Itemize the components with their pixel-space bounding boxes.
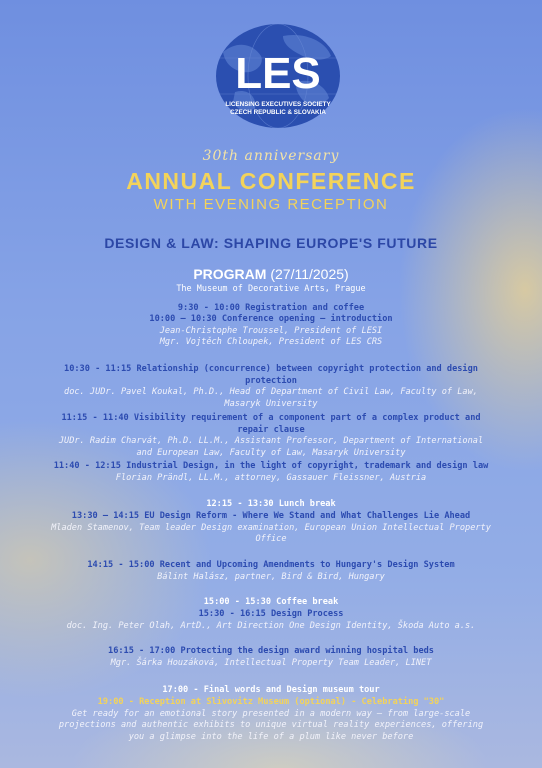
logo-acronym: LES bbox=[235, 49, 321, 98]
agenda-item-opening bbox=[50, 314, 492, 349]
conference-theme: DESIGN & LAW: SHAPING EUROPE'S FUTURE bbox=[104, 235, 438, 251]
agenda-speaker: Mgr. Šárka Houzáková, Intellectual Property Team Leader, LINET bbox=[110, 657, 432, 668]
agenda-speaker: Florian Prändl, LL.M., attorney, Gassauer Fleissner, Austria bbox=[115, 472, 427, 483]
agenda-title: 10:00 – 10:30 Conference opening – introduction bbox=[149, 314, 393, 324]
agenda-break: 12:15 - 13:30 Lunch break bbox=[206, 499, 336, 509]
agenda-item-reception bbox=[50, 697, 492, 743]
agenda-title: 11:40 - 12:15 Industrial Design, in the light of copyright, trademark and design law bbox=[53, 461, 489, 471]
agenda-title: 15:30 - 16:15 Design Process bbox=[198, 609, 344, 619]
agenda-item-industrial-design bbox=[50, 461, 492, 484]
agenda-speaker: Bálint Halász, partner, Bird & Bird, Hungary bbox=[157, 571, 385, 582]
agenda-item-hungary bbox=[50, 560, 492, 583]
agenda-title: 16:15 - 17:00 Protecting the design award winning hospital beds bbox=[108, 646, 434, 656]
agenda-speaker: JUDr. Radim Charvát, Ph.D. LL.M., Assistant Professor, Department of International and European Law, Faculty of Law, Masaryk University bbox=[58, 436, 484, 458]
agenda-speaker: Mladen Stamenov, Team leader Design examination, European Union Intellectual Property Office bbox=[51, 522, 491, 545]
agenda-item-design-process bbox=[50, 609, 492, 632]
venue: The Museum of Decorative Arts, Prague bbox=[176, 284, 366, 294]
logo-line-1: LICENSING EXECUTIVES SOCIETY bbox=[225, 101, 331, 108]
agenda-title: 11:15 - 11:40 Visibility requirement of a component part of a complex product and repair clause bbox=[61, 413, 481, 435]
agenda-item-lunch bbox=[50, 499, 492, 511]
program-date: (27/11/2025) bbox=[270, 266, 349, 282]
agenda-break: 15:00 - 15:30 Coffee break bbox=[203, 597, 339, 607]
agenda-title: 13:30 – 14:15 EU Design Reform - Where We Stand and What Challenges Lie Ahead bbox=[71, 511, 471, 521]
anniversary-text: 30th anniversary bbox=[202, 148, 340, 164]
agenda-item-eu-reform bbox=[50, 511, 492, 546]
agenda-title: 9:30 - 10:00 Registration and coffee bbox=[177, 303, 365, 313]
agenda-title: 17:00 - Final words and Design museum tour bbox=[162, 685, 380, 695]
program-heading bbox=[0, 266, 542, 282]
agenda-item-registration bbox=[50, 303, 492, 315]
conference-title: ANNUAL CONFERENCE bbox=[126, 168, 416, 194]
agenda-item-coffee bbox=[50, 597, 492, 609]
agenda-item-hospital-beds bbox=[50, 646, 492, 669]
agenda-item-copyright bbox=[50, 364, 492, 410]
reception-description: Get ready for an emotional story presented in a modern way – from large-scale projections and authentic exhibits to unique virtual reality experiences, offering you a glimpse into the life of a plum like never before bbox=[58, 708, 484, 742]
conference-subtitle: WITH EVENING RECEPTION bbox=[153, 196, 389, 213]
agenda-item-visibility bbox=[50, 413, 492, 459]
agenda-speaker: Jean-Christophe Troussel, President of LESI bbox=[159, 325, 383, 336]
les-logo bbox=[213, 22, 343, 130]
agenda-speaker: Mgr. Vojtěch Chloupek, President of LES CRS bbox=[159, 337, 383, 348]
agenda-speaker: doc. JUDr. Pavel Koukal, Ph.D., Head of Department of Civil Law, Faculty of Law, Masaryk University bbox=[64, 387, 478, 409]
agenda-speaker: doc. Ing. Peter Olah, ArtD., Art Direction One Design Identity, Škoda Auto a.s. bbox=[66, 620, 476, 631]
agenda-title: 14:15 - 15:00 Recent and Upcoming Amendments to Hungary's Design System bbox=[87, 560, 455, 570]
logo-line-2: CZECH REPUBLIC & SLOVAKIA bbox=[230, 109, 326, 116]
agenda-title: 19:00 - Reception at Slivovitz Museum (optional) - Celebrating "30" bbox=[97, 697, 445, 707]
agenda-item-final-words bbox=[50, 685, 492, 697]
program-label: PROGRAM bbox=[193, 266, 267, 282]
agenda-title: 10:30 - 11:15 Relationship (concurrence) between copyright protection and design protection bbox=[64, 364, 478, 386]
